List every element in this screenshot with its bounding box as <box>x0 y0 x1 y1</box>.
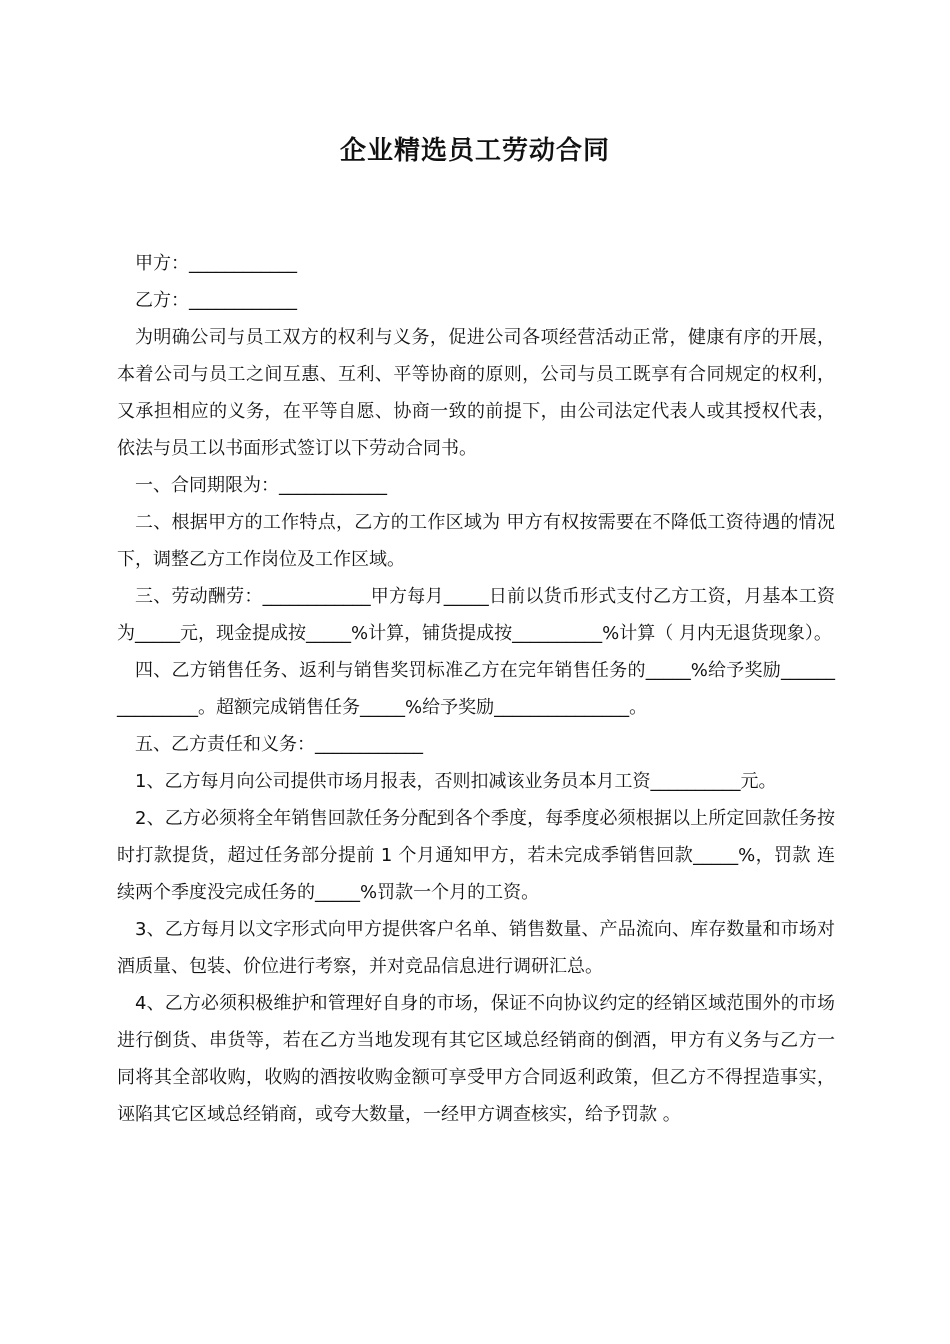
clause-4-sales-targets: 四、乙方销售任务、返利与销售奖罚标准乙方在完年销售任务的_____%给予奖励_______________。超额完成销售任务_____%给予奖励_______________。 <box>117 660 835 718</box>
clause-1-term: 一、合同期限为：____________ <box>135 475 387 496</box>
duty-item-2: 2、乙方必须将全年销售回款任务分配到各个季度，每季度必须根据以上所定回款任务按时打款提货，超过任务部分提前 1 个月通知甲方，若未完成季销售回款_____%，罚款 连续两个季度没完成任务的_____%罚款一个月的工资。 <box>117 808 835 903</box>
clause-5-duties: 五、乙方责任和义务：____________ <box>135 734 423 755</box>
clause-3-remuneration: 三、劳动酬劳：____________甲方每月_____日前以货币形式支付乙方工资，月基本工资为_____元，现金提成按_____%计算，铺货提成按__________%计算（ 月内无退货现象）。 <box>117 586 835 644</box>
duty-item-3: 3、乙方每月以文字形式向甲方提供客户名单、销售数量、产品流向、库存数量和市场对 酒质量、包装、价位进行考察，并对竞品信息进行调研汇总。 <box>117 919 841 977</box>
document-body <box>117 245 841 1133</box>
duty-item-4: 4、乙方必须积极维护和管理好自身的市场，保证不向协议约定的经销区域范围外的市场进行倒货、串货等，若在乙方当地发现有其它区域总经销商的倒酒，甲方有义务与乙方一同将其全部收购，收购的酒按收购金额可享受甲方合同返利政策，但乙方不得捏造事实，诬陷其它区域总经销商，或夸大数量，一经甲方调查核实，给予罚款 。 <box>117 993 835 1125</box>
preamble-paragraph: 为明确公司与员工双方的权利与义务，促进公司各项经营活动正常，健康有序的开展，本着公司与员工之间互惠、互利、平等协商的原则，公司与员工既享有合同规定的权利，又承担相应的义务，在平等自愿、协商一致的前提下，由公司法定代表人或其授权代表，依法与员工以书面形式签订以下劳动合同书。 <box>117 327 835 459</box>
duty-item-1: 1、乙方每月向公司提供市场月报表，否则扣减该业务员本月工资__________元。 <box>135 771 777 792</box>
clause-2-work-area: 二、根据甲方的工作特点，乙方的工作区域为 甲方有权按需要在不降低工资待遇的情况下，调整乙方工作岗位及工作区域。 <box>117 512 835 570</box>
party-a-line: 甲方：____________ <box>135 253 297 274</box>
document-title: 企业精选员工劳动合同 <box>339 136 610 166</box>
party-b-line: 乙方：____________ <box>135 290 297 311</box>
